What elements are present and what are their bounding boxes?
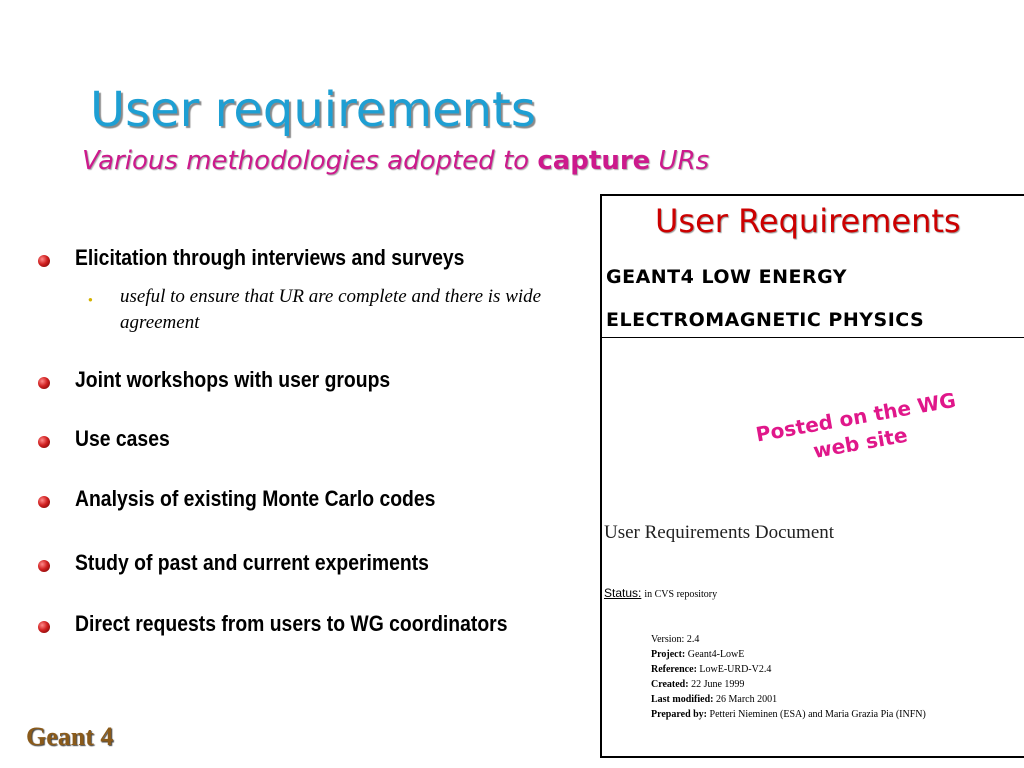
meta-reference-label: Reference:: [651, 664, 697, 675]
meta-created: [651, 677, 926, 692]
sub-bullet-item: useful to ensure that UR are complete and there is wide agreement: [120, 286, 542, 333]
meta-project-value: Geant4-LowE: [687, 649, 745, 660]
urd-heading-line-1: GEANT4 LOW ENERGY: [606, 266, 848, 288]
slide-subtitle: [82, 146, 709, 176]
bullet-item: Analysis of existing Monte Carlo codes: [75, 486, 436, 511]
bullet-icon: [38, 496, 50, 508]
bullet-icon: [38, 560, 50, 572]
meta-project: [651, 647, 926, 662]
meta-created-value: 22 June 1999: [691, 679, 745, 690]
urd-heading-line-2: ELECTROMAGNETIC PHYSICS: [606, 309, 925, 331]
urd-metadata: [651, 632, 926, 722]
bullet-icon: [38, 436, 50, 448]
bullet-item: Joint workshops with user groups: [75, 367, 391, 392]
meta-created-label: Created:: [651, 679, 689, 690]
subtitle-text-end: URs: [650, 146, 710, 176]
urd-document-name: User Requirements Document: [604, 522, 835, 543]
posted-callout: Posted on the WG web site: [753, 387, 958, 463]
bullet-icon: [38, 377, 50, 389]
meta-reference-value: LowE-URD-V2.4: [699, 664, 772, 675]
footer-logo-text: Geant 4: [26, 722, 114, 751]
bullet-item: Use cases: [75, 426, 170, 451]
urd-header: User Requirements: [655, 202, 961, 240]
bullet-item: Direct requests from users to WG coordinators: [75, 611, 508, 636]
status-label: Status:: [604, 586, 642, 600]
meta-prepared-value: Petteri Nieminen (ESA) and Maria Grazia Pia (INFN): [709, 709, 926, 720]
meta-version: Version: 2.4: [651, 634, 700, 645]
subtitle-text-start: Various methodologies adopted to: [82, 146, 538, 176]
subtitle-emphasis: capture: [537, 146, 651, 176]
meta-prepared: [651, 707, 926, 722]
bullet-item: Elicitation through interviews and surveys: [75, 245, 465, 270]
meta-prepared-label: Prepared by:: [651, 709, 708, 720]
meta-project-label: Project:: [651, 649, 686, 660]
urd-status: [604, 586, 717, 600]
bullet-icon: [38, 255, 50, 267]
urd-divider: [602, 337, 1024, 338]
bullet-item: Study of past and current experiments: [75, 550, 429, 575]
meta-modified-value: 26 March 2001: [716, 694, 778, 705]
meta-reference: [651, 662, 926, 677]
slide-title: User requirements: [90, 82, 536, 138]
sub-bullet-icon: ●: [88, 295, 93, 304]
meta-modified: [651, 692, 926, 707]
bullet-icon: [38, 621, 50, 633]
meta-modified-label: Last modified:: [651, 694, 714, 705]
status-value: in CVS repository: [644, 589, 718, 600]
